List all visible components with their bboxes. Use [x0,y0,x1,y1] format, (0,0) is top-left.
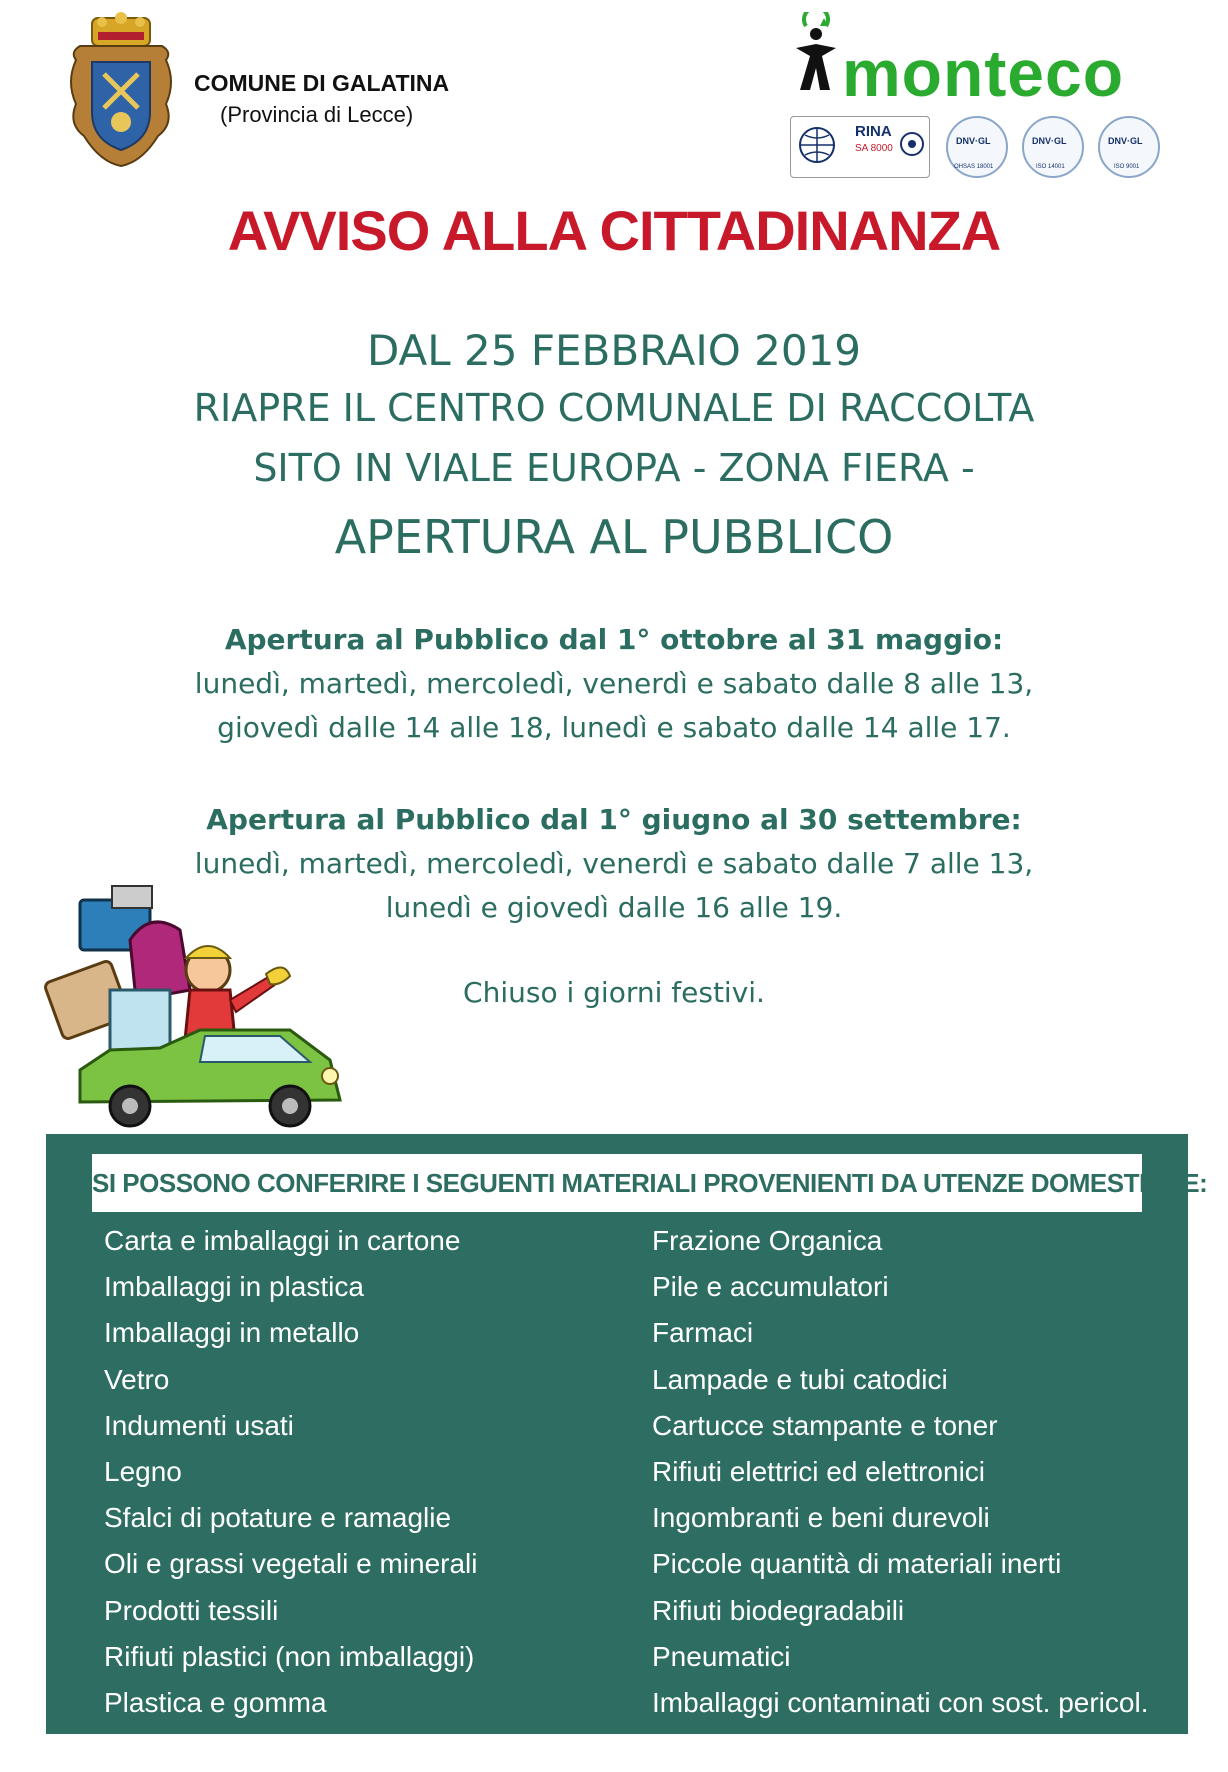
list-item: Lampade e tubi catodici [652,1363,948,1395]
seal-icon [899,131,925,157]
list-item: Carta e imballaggi in cartone [104,1225,461,1256]
cert-code-label: OHSAS 18001 [954,164,994,170]
schedule-heading: Apertura al Pubblico dal 1° giugno al 30 settembre: [206,803,1022,836]
materials-heading: SI POSSONO CONFERIRE I SEGUENTI MATERIALI PROVENIENTI DA UTENZE DOMESTICHE: [92,1154,1142,1212]
list-item: Rifiuti biodegradabili [652,1594,905,1626]
list-item: Sfalci di potature e ramaglie [104,1502,452,1534]
company-logo-text: monteco [842,36,1125,110]
schedule-winter [0,618,1228,750]
comune-name: COMUNE DI GALATINA [194,70,450,96]
list-item: Rifiuti plastici (non imballaggi) [104,1640,475,1672]
list-item: Pile e accumulatori [652,1271,889,1303]
page-title: AVVISO ALLA CITTADINANZA [227,199,1001,262]
list-item: Imballaggi in plastica [104,1271,364,1303]
monteco-header [790,12,1190,182]
cert-org-label: RINA [855,123,892,140]
cert-org-label: DNV·GL [1032,136,1067,146]
car-with-junk-illustration [40,880,370,1140]
list-item: Rifiuti elettrici ed elettronici [652,1455,986,1487]
list-item: Plastica e gomma [104,1686,327,1718]
cert-code-label: SA 8000 [855,143,893,154]
list-item: Pneumatici [652,1640,791,1672]
coat-of-arms-icon [62,12,180,170]
rina-certification-badge [790,116,930,178]
comune-header [62,12,482,172]
closed-note: Chiuso i giorni festivi. [463,976,765,1009]
list-item: Imballaggi in metallo [104,1317,360,1349]
list-item: Cartucce stampante e toner [652,1409,998,1441]
cert-org-label: DNV·GL [1108,136,1143,146]
intro-date: DAL 25 FEBBRAIO 2019 [366,326,862,375]
schedule-line: lunedì, martedì, mercoledì, venerdì e sabato dalle 8 alle 13, [194,667,1034,700]
list-item: Legno [104,1455,182,1487]
list-item: Piccole quantità di materiali inerti [652,1548,1062,1580]
list-item: Farmaci [652,1317,754,1349]
list-item: Oli e grassi vegetali e minerali [104,1548,478,1580]
comune-province: (Provincia di Lecce) [220,102,414,127]
dnv-iso9001-badge [1098,116,1160,178]
materials-list-left [104,1218,478,1726]
list-item: Prodotti tessili [104,1594,279,1626]
intro-reopen: RIAPRE IL CENTRO COMUNALE DI RACCOLTA [193,386,1035,430]
cert-code-label: ISO 9001 [1114,164,1140,170]
list-item: Vetro [104,1363,170,1395]
globe-icon [797,125,837,165]
schedule-line: lunedì e giovedì dalle 16 alle 19. [385,891,843,924]
dnv-iso14001-badge [1022,116,1084,178]
materials-list-right [652,1218,1148,1726]
intro-location: SITO IN VIALE EUROPA - ZONA FIERA - [253,446,975,490]
list-item: Frazione Organica [652,1225,883,1256]
cert-code-label: ISO 14001 [1036,164,1065,170]
recycling-person-icon [790,12,846,94]
schedule-heading: Apertura al Pubblico dal 1° ottobre al 31 maggio: [224,623,1004,656]
schedule-line: giovedì dalle 14 alle 18, lunedì e sabato dalle 14 alle 17. [217,711,1011,744]
list-item: Indumenti usati [104,1409,294,1441]
dnv-ohsas-badge [946,116,1008,178]
list-item: Ingombranti e beni durevoli [652,1502,990,1534]
schedule-line: lunedì, martedì, mercoledì, venerdì e sabato dalle 7 alle 13, [194,847,1034,880]
materials-panel [46,1134,1208,1734]
intro-opening: APERTURA AL PUBBLICO [334,510,894,564]
list-item: Imballaggi contaminati con sost. pericol. [652,1686,1149,1718]
cert-org-label: DNV·GL [956,136,991,146]
